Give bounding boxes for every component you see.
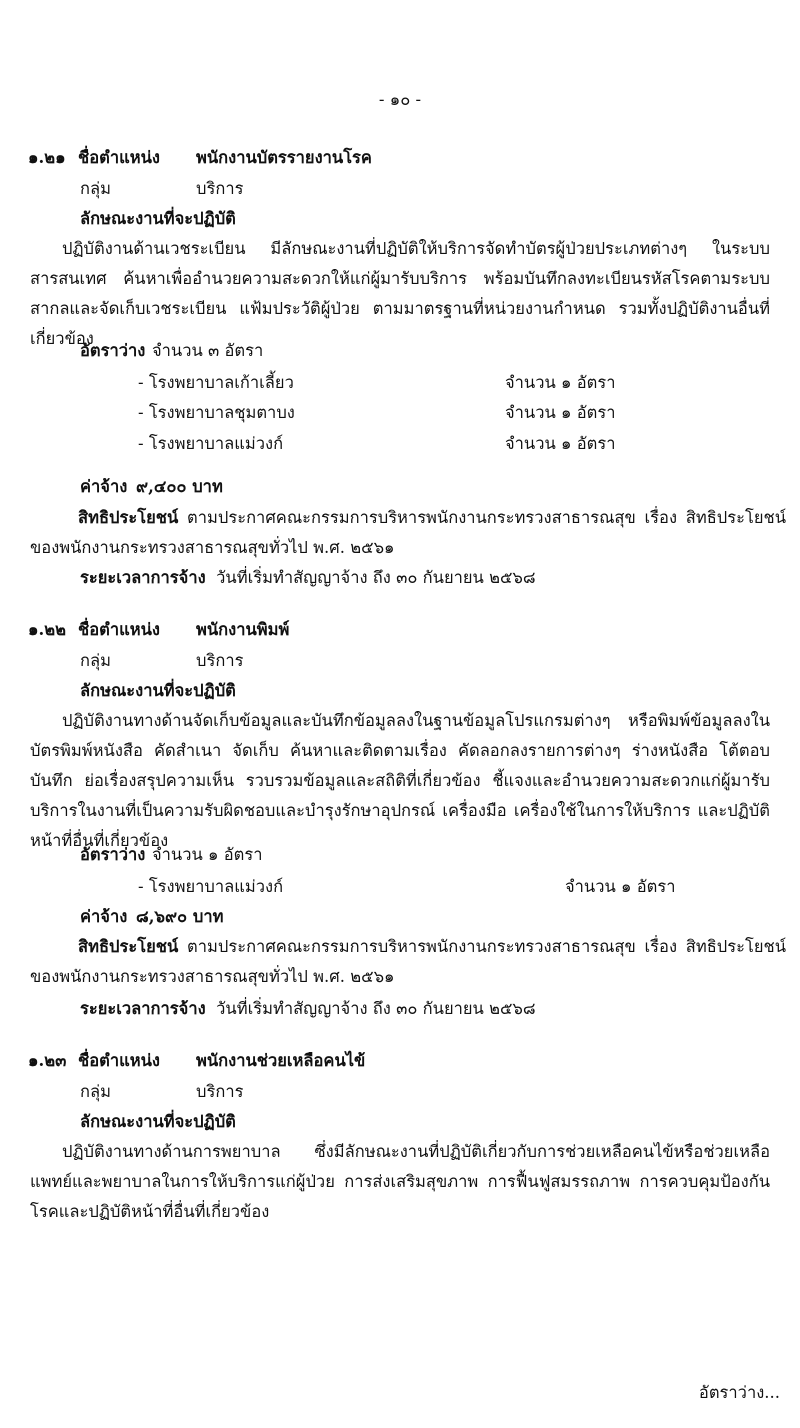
period-value: วันที่เริ่มทำสัญญาจ้าง ถึง ๓๐ กันยายน ๒๕๖๘ (216, 568, 536, 587)
hospital-name: - โรงพยาบาลแม่วงก์ (138, 434, 284, 453)
position-title: พนักงานช่วยเหลือคนไข้ (196, 1051, 366, 1070)
period-label: ระยะเวลาการจ้าง (80, 999, 206, 1018)
group-label: กลุ่ม (80, 179, 111, 198)
wage-value: ๙,๔๐๐ บาท (136, 477, 223, 496)
duties-label: ลักษณะงานที่จะปฏิบัติ (80, 681, 236, 700)
group-label: กลุ่ม (80, 1082, 111, 1101)
group-value: บริการ (196, 179, 244, 198)
section-number: ๑.๒๓ (28, 1051, 67, 1070)
benefits-value: ตามประกาศคณะกรรมการบริหารพนักงานกระทรวงสาธารณสุข เรื่อง สิทธิประโยชน์ของพนักงานกระทรวงสาธารณสุขทั่วไป พ.ศ. ๒๕๖๑ (30, 937, 787, 986)
position-title: พนักงานพิมพ์ (196, 620, 290, 639)
benefits-label: สิทธิประโยชน์ (78, 937, 179, 956)
vacancy-label: อัตราว่าง (80, 845, 146, 864)
section-number: ๑.๒๒ (28, 620, 66, 639)
wage-label: ค่าจ้าง (80, 907, 128, 926)
wage-value: ๘,๖๙๐ บาท (136, 907, 224, 926)
group-value: บริการ (196, 651, 244, 670)
period-label: ระยะเวลาการจ้าง (80, 568, 206, 587)
hospital-name: - โรงพยาบาลแม่วงก์ (138, 877, 284, 896)
duties-text: ปฏิบัติงานด้านเวชระเบียน มีลักษณะงานที่ปฏิบัติให้บริการจัดทำบัตรผู้ป่วยประเภทต่างๆ ในระบบสารสนเทศ ค้นหาเพื่ออำนวยความสะดวกให้แก่ผู้มารับบริการ พร้อมบันทึกลงทะเบียนรหัสโรคตามระบบสากลและจัดเก็บเวชระเบียน แฟ้มประวัติผู้ป่วย ตามมาตรฐานที่หน่วยงานกำหนด รวมทั้งปฏิบัติงานอื่นที่เกี่ยวข้อง (30, 239, 770, 348)
period-value: วันที่เริ่มทำสัญญาจ้าง ถึง ๓๐ กันยายน ๒๕๖๘ (216, 999, 536, 1018)
hospital-count: จำนวน ๑ อัตรา (505, 434, 616, 453)
wage-label: ค่าจ้าง (80, 477, 128, 496)
hospital-name: - โรงพยาบาลเก้าเลี้ยว (138, 373, 294, 392)
duties-text: ปฏิบัติงานทางด้านจัดเก็บข้อมูลและบันทึกข้อมูลลงในฐานข้อมูลโปรแกรมต่างๆ หรือพิมพ์ข้อมูลลงในบัตรพิมพ์หนังสือ คัดสำเนา จัดเก็บ ค้นหาและติดตามเรื่อง คัดลอกลงรายการต่างๆ ร่างหนังสือ โต้ตอบ บันทึก ย่อเรื่องสรุปความเห็น รวบรวมข้อมูลและสถิติที่เกี่ยวข้อง ชี้แจงและอำนวยความสะดวกแก่ผู้มารับบริการในงานที่เป็นความรับผิดชอบและบำรุงรักษาอุปกรณ์ เครื่องมือ เครื่องใช้ในการให้บริการ และปฏิบัติหน้าที่อื่นที่เกี่ยวข้อง (30, 711, 770, 850)
vacancy-total: จำนวน ๓ อัตรา (152, 341, 264, 360)
page-number: - ๑๐ - (378, 90, 422, 109)
benefits-text (30, 503, 786, 563)
position-name-label: ชื่อตำแหน่ง (78, 148, 160, 167)
benefits-text (30, 932, 786, 992)
hospital-count: จำนวน ๑ อัตรา (505, 403, 616, 422)
section-number: ๑.๒๑ (28, 148, 66, 167)
hospital-count: จำนวน ๑ อัตรา (565, 877, 676, 896)
benefits-label: สิทธิประโยชน์ (78, 508, 179, 527)
hospital-name: - โรงพยาบาลชุมตาบง (138, 403, 295, 422)
duties-label: ลักษณะงานที่จะปฏิบัติ (80, 209, 236, 228)
period-line (80, 563, 536, 593)
vacancy-total: จำนวน ๑ อัตรา (152, 845, 263, 864)
continued-footer: อัตราว่าง... (698, 1383, 780, 1402)
period-line (80, 994, 536, 1024)
group-label: กลุ่ม (80, 651, 111, 670)
group-value: บริการ (196, 1082, 244, 1101)
position-name-label: ชื่อตำแหน่ง (78, 620, 160, 639)
vacancy-label: อัตราว่าง (80, 341, 146, 360)
position-title: พนักงานบัตรรายงานโรค (196, 148, 372, 167)
duties-text: ปฏิบัติงานทางด้านการพยาบาล ซึ่งมีลักษณะงานที่ปฏิบัติเกี่ยวกับการช่วยเหลือคนไข้หรือช่วยเหลือแพทย์และพยาบาลในการให้บริการแก่ผู้ป่วย การส่งเสริมสุขภาพ การฟื้นฟูสมรรถภาพ การควบคุมป้องกันโรคและปฏิบัติหน้าที่อื่นที่เกี่ยวข้อง (30, 1142, 770, 1221)
benefits-value: ตามประกาศคณะกรรมการบริหารพนักงานกระทรวงสาธารณสุข เรื่อง สิทธิประโยชน์ของพนักงานกระทรวงสาธารณสุขทั่วไป พ.ศ. ๒๕๖๑ (30, 508, 787, 557)
duties-label: ลักษณะงานที่จะปฏิบัติ (80, 1112, 236, 1131)
hospital-count: จำนวน ๑ อัตรา (505, 373, 616, 392)
position-name-label: ชื่อตำแหน่ง (78, 1051, 160, 1070)
